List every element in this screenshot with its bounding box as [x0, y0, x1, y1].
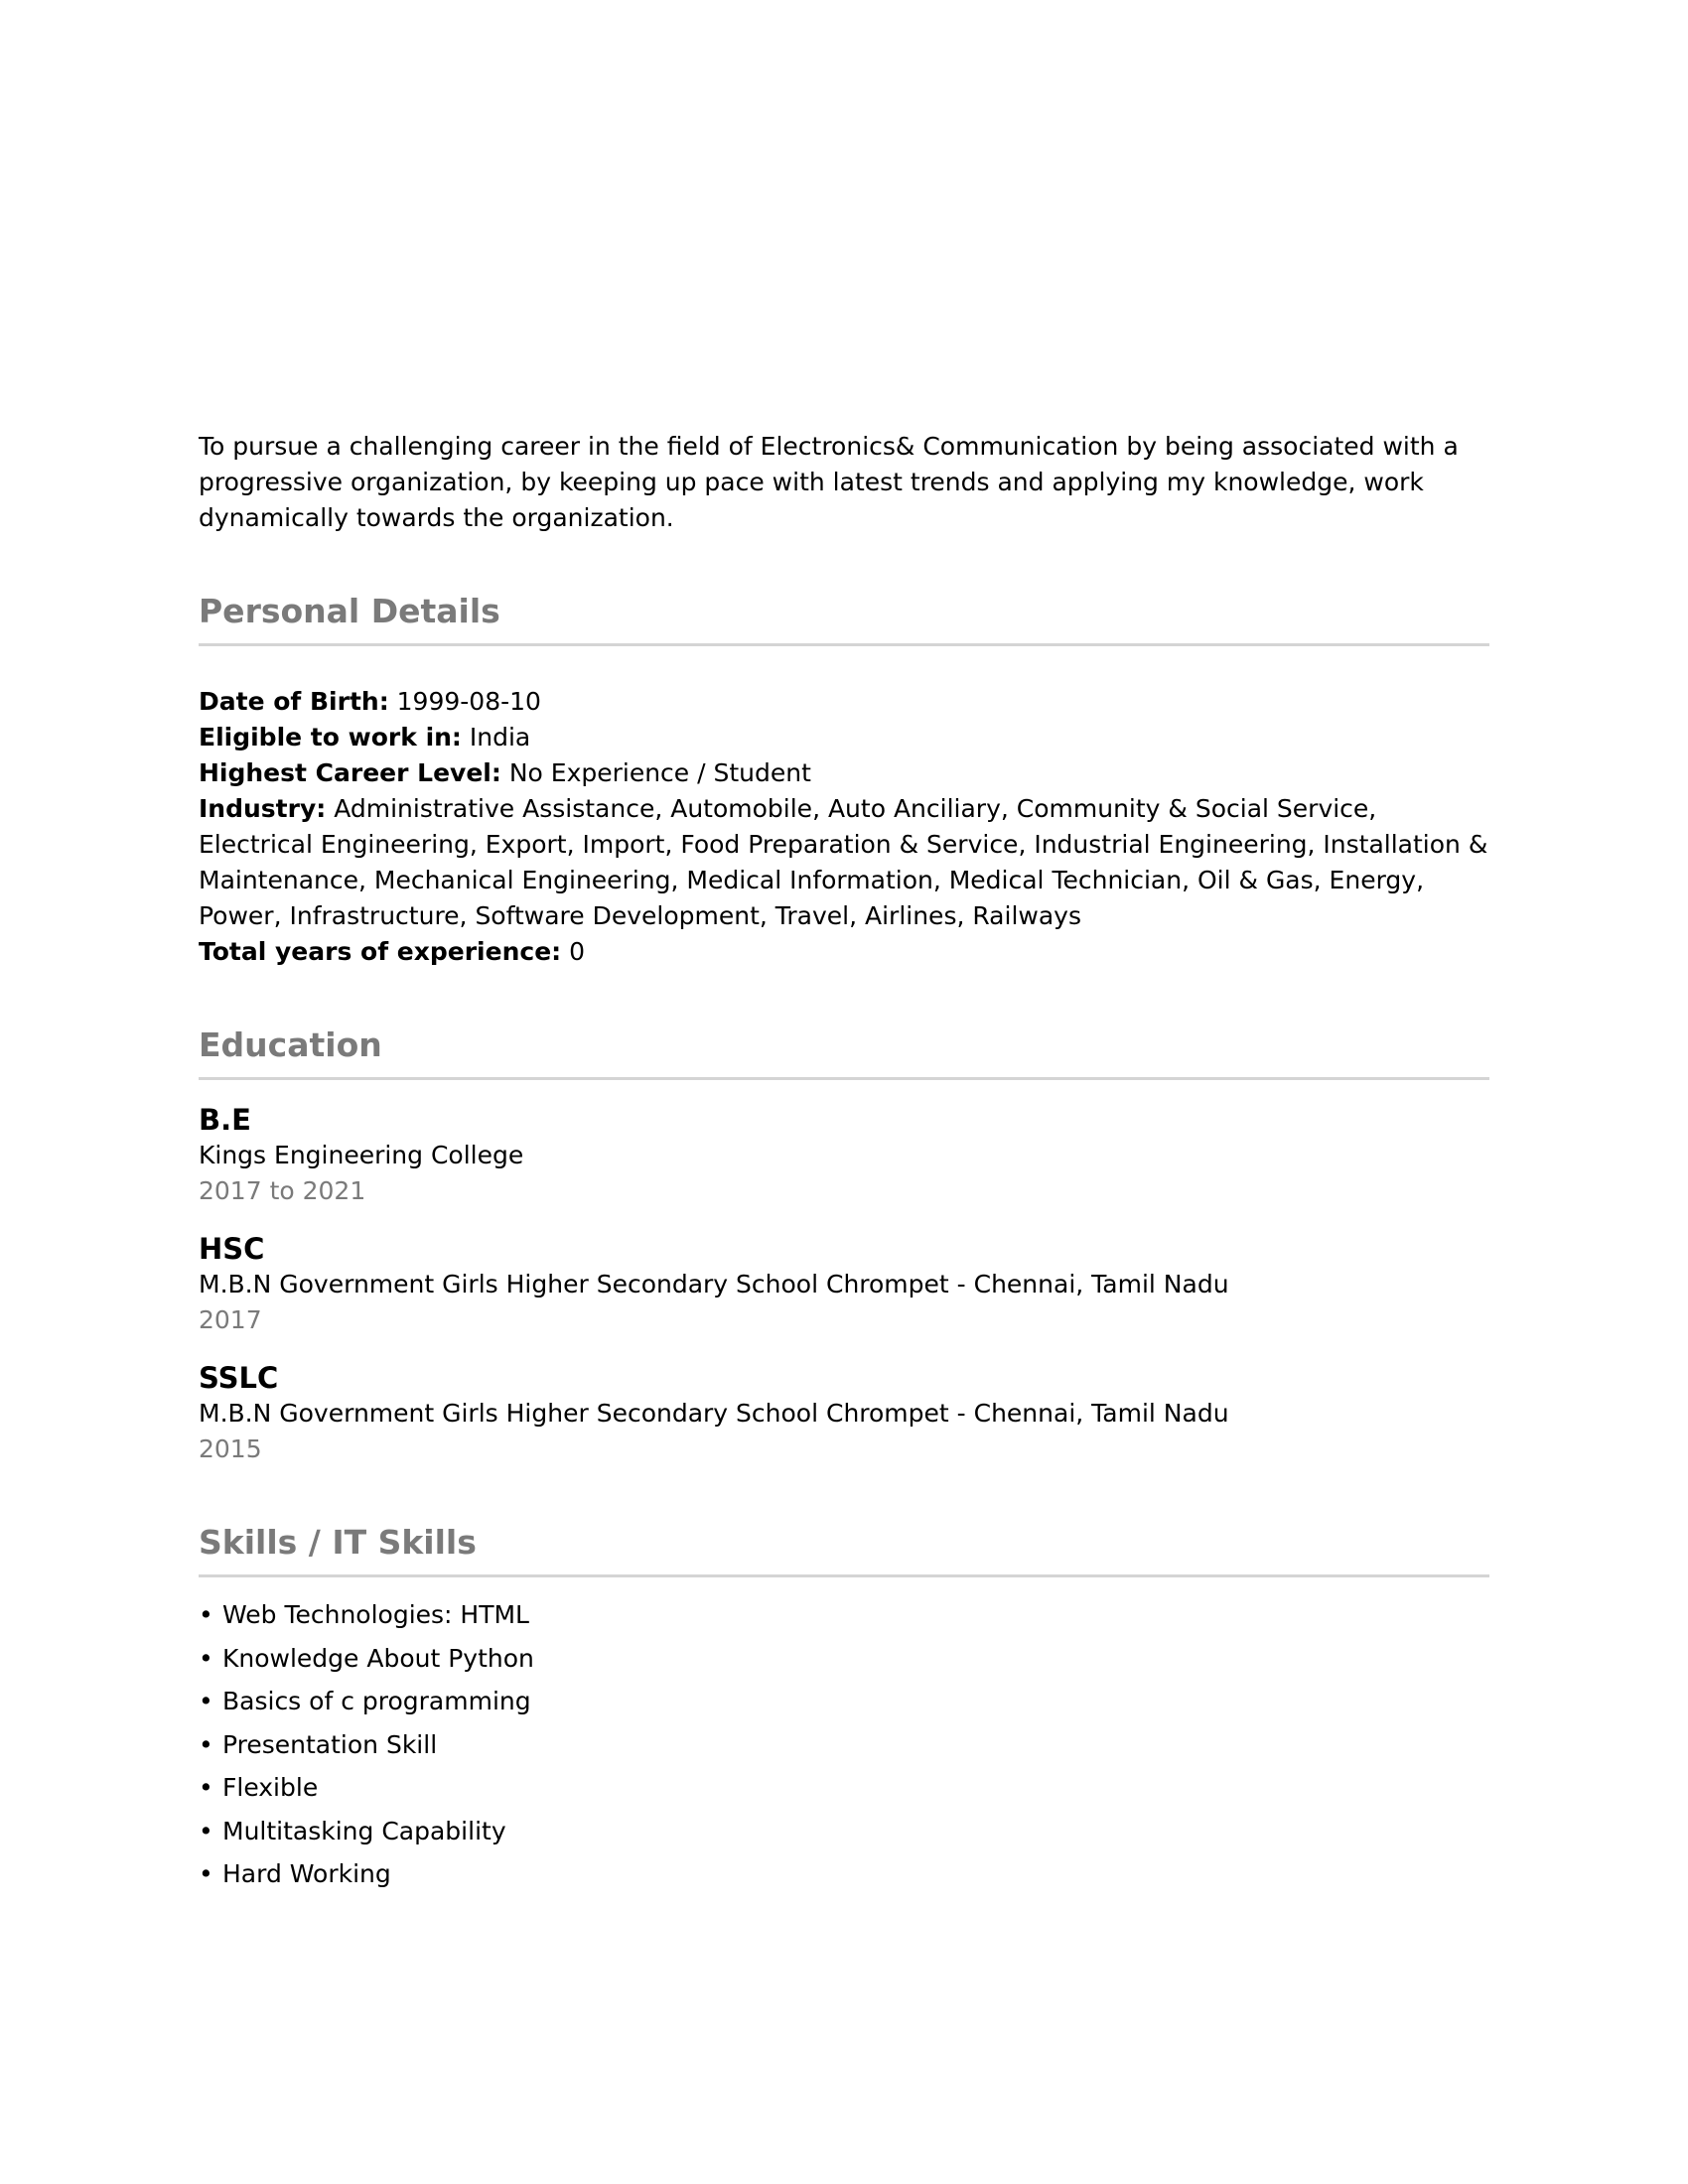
- education-school: M.B.N Government Girls Higher Secondary School Chrompet - Chennai, Tamil Nadu: [199, 1270, 1229, 1298]
- detail-eligible-to-work: [199, 720, 1489, 755]
- education-item: [199, 1231, 1489, 1338]
- detail-career-level: [199, 755, 1489, 791]
- education-list: [199, 1102, 1489, 1467]
- skill-item: [199, 1680, 1489, 1723]
- resume-page: [199, 429, 1489, 1896]
- education-years: 2017 to 2021: [199, 1176, 366, 1205]
- personal-details-section: [199, 592, 1489, 970]
- detail-label: Total years of experience:: [199, 937, 562, 966]
- education-item: [199, 1102, 1489, 1209]
- education-years: 2017: [199, 1305, 262, 1334]
- bullet-icon: •: [199, 1600, 213, 1629]
- bullet-icon: •: [199, 1859, 213, 1888]
- detail-value: No Experience / Student: [508, 758, 811, 787]
- bullet-icon: •: [199, 1643, 213, 1673]
- detail-total-experience: [199, 934, 1489, 970]
- personal-details-list: [199, 684, 1489, 970]
- education-degree: SSLC: [199, 1361, 279, 1395]
- education-item: [199, 1360, 1489, 1467]
- bullet-icon: •: [199, 1773, 213, 1802]
- detail-value: 1999-08-10: [396, 687, 541, 716]
- education-years: 2015: [199, 1434, 262, 1463]
- skill-text: Web Technologies: HTML: [222, 1600, 529, 1629]
- detail-label: Eligible to work in:: [199, 723, 462, 751]
- skill-text: Hard Working: [222, 1859, 391, 1888]
- skill-text: Basics of c programming: [222, 1687, 531, 1715]
- skills-list: [199, 1593, 1489, 1896]
- education-degree: B.E: [199, 1103, 251, 1137]
- detail-value: India: [469, 723, 531, 751]
- bullet-icon: •: [199, 1687, 213, 1715]
- skill-text: Knowledge About Python: [222, 1643, 534, 1673]
- skill-item: [199, 1723, 1489, 1767]
- personal-details-heading: Personal Details: [199, 592, 1489, 646]
- education-section: [199, 1025, 1489, 1467]
- detail-value: Administrative Assistance, Automobile, Auto Anciliary, Community & Social Service, Electrical Engineering, Export, Import, Food Preparation & Service, Industrial Engineering, Installation & Maintenance, Mechanical Engineering, Medical Information, Medical Technician, Oil & Gas, Energy, Power, Infrastructure, Software Development, Travel, Airlines, Railways: [199, 794, 1488, 930]
- skill-item: [199, 1593, 1489, 1637]
- detail-label: Highest Career Level:: [199, 758, 501, 787]
- education-degree: HSC: [199, 1232, 265, 1266]
- skills-section: [199, 1523, 1489, 1896]
- detail-label: Date of Birth:: [199, 687, 389, 716]
- education-heading: Education: [199, 1025, 1489, 1080]
- skill-text: Flexible: [222, 1773, 319, 1802]
- career-objective: To pursue a challenging career in the field of Electronics& Communication by being associated with a progressive organization, by keeping up pace with latest trends and applying my knowledge, work dynamically towards the organization.: [199, 432, 1459, 532]
- education-school: Kings Engineering College: [199, 1141, 524, 1169]
- detail-date-of-birth: [199, 684, 1489, 720]
- skill-item: [199, 1810, 1489, 1853]
- detail-industry: [199, 791, 1489, 934]
- detail-label: Industry:: [199, 794, 327, 823]
- skill-text: Multitasking Capability: [222, 1816, 506, 1845]
- skills-heading: Skills / IT Skills: [199, 1523, 1489, 1577]
- detail-value: 0: [569, 937, 586, 966]
- skill-item: [199, 1637, 1489, 1681]
- bullet-icon: •: [199, 1816, 213, 1845]
- skill-text: Presentation Skill: [222, 1729, 438, 1759]
- bullet-icon: •: [199, 1729, 213, 1759]
- education-school: M.B.N Government Girls Higher Secondary School Chrompet - Chennai, Tamil Nadu: [199, 1399, 1229, 1428]
- skill-item: [199, 1852, 1489, 1896]
- skill-item: [199, 1766, 1489, 1810]
